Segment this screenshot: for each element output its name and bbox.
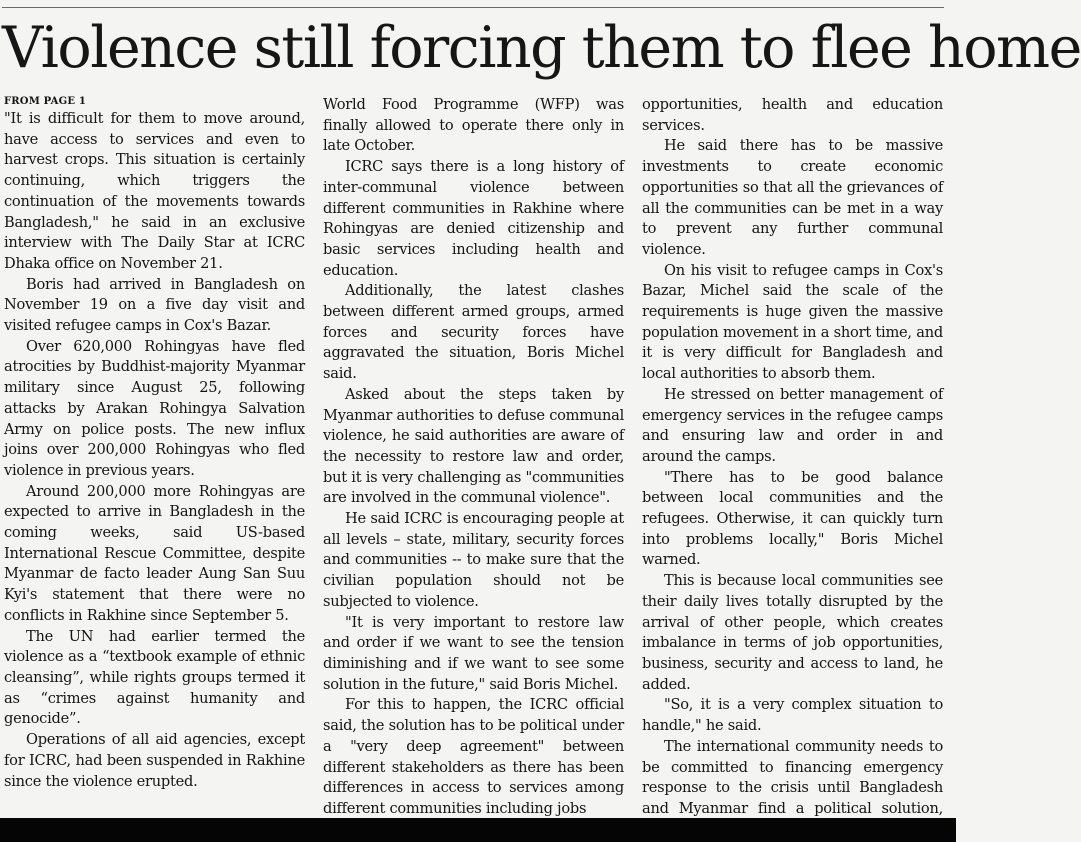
paragraph: He stressed on better management of emergency services in the refugee camps and ensuring law and order in and around the camps. bbox=[642, 385, 943, 465]
paragraph: "There has to be good balance between local communities and the refugees. Otherwise, it can quickly turn into problems locally," Boris Michel warned. bbox=[642, 468, 943, 569]
bottom-black-band bbox=[0, 818, 956, 842]
paragraph: World Food Programme (WFP) was finally allowed to operate there only in late October. bbox=[323, 96, 624, 155]
paragraph: The UN had earlier termed the violence as a “textbook example of ethnic cleansing”, while rights groups termed it as “crimes against humanity and genocide”. bbox=[4, 627, 305, 728]
paragraph: On his visit to refugee camps in Cox's Bazar, Michel said the scale of the requirements is huge given the massive population movement in a short time, and it is very difficult for Bangladesh and local authorities to absorb them. bbox=[642, 261, 943, 383]
paragraph: The international community needs to be committed to financing emergency response to the crisis until Bangladesh and Myanmar find a political solution, bbox=[642, 737, 943, 817]
headline: Violence still forcing them to flee home bbox=[2, 15, 1081, 81]
paragraph: For this to happen, the ICRC official said, the solution has to be political under a "very deep agreement" between different stakeholders as there has been differences in access to services among different communities including jobs bbox=[323, 696, 624, 817]
column-1 bbox=[4, 95, 305, 817]
paragraph: Around 200,000 more Rohingyas are expected to arrive in Bangladesh in the coming weeks, said US-based International Rescue Committee, despite Myanmar de facto leader Aung San Suu Kyi's statement that there were no conflicts in Rakhine since September 5. bbox=[4, 482, 305, 624]
kicker-from-page-1: FROM PAGE 1 bbox=[4, 96, 87, 107]
paragraph: "So, it is a very complex situation to handle," he said. bbox=[642, 696, 943, 735]
paragraph: opportunities, health and education services. bbox=[642, 96, 943, 134]
paragraph: He said there has to be massive investments to create economic opportunities so that all the grievances of all the communities can be met in a way to prevent any further communal violence. bbox=[642, 137, 943, 258]
paragraph: He said ICRC is encouraging people at all levels – state, military, security forces and communities -- to make sure that the civilian population should not be subjected to violence. bbox=[323, 510, 624, 610]
paragraph: Additionally, the latest clashes between different armed groups, armed forces and security forces have aggravated the situation, Boris Michel said. bbox=[323, 282, 624, 383]
paragraph: "It is difficult for them to move around, have access to services and even to harvest crops. This situation is certainly continuing, which triggers the continuation of the movements towards Bangladesh," he said in an exclusive interview with The Daily Star at ICRC Dhaka office on November 21. bbox=[4, 110, 305, 272]
column-2 bbox=[323, 95, 624, 817]
paragraph: ICRC says there is a long history of inter-communal violence between different communities in Rakhine where Rohingyas are denied citizenship and basic services including health and education. bbox=[323, 158, 624, 279]
column-3 bbox=[642, 95, 943, 817]
article-body bbox=[4, 95, 944, 817]
paragraph: Operations of all aid agencies, except for ICRC, had been suspended in Rakhine since the violence erupted. bbox=[4, 731, 305, 790]
paragraph: Boris had arrived in Bangladesh on November 19 on a five day visit and visited refugee camps in Cox's Bazar. bbox=[4, 275, 305, 335]
paragraph: Asked about the steps taken by Myanmar authorities to defuse communal violence, he said authorities are aware of the necessity to restore law and order, but it is very challenging as "communities are involved in the communal violence". bbox=[323, 385, 624, 507]
paragraph: "It is very important to restore law and order if we want to see the tension diminishing and if we want to see some solution in the future," said Boris Michel. bbox=[323, 613, 624, 693]
paragraph: This is because local communities see their daily lives totally disrupted by the arrival of other people, which creates imbalance in terms of job opportunities, business, security and access to land, he added. bbox=[642, 572, 943, 693]
paragraph: Over 620,000 Rohingyas have fled atrocities by Buddhist-majority Myanmar military since August 25, following attacks by Arakan Rohingya Salvation Army on police posts. The new influx joins over 200,000 Rohingyas who fled violence in previous years. bbox=[4, 337, 305, 479]
top-rule bbox=[2, 7, 944, 8]
